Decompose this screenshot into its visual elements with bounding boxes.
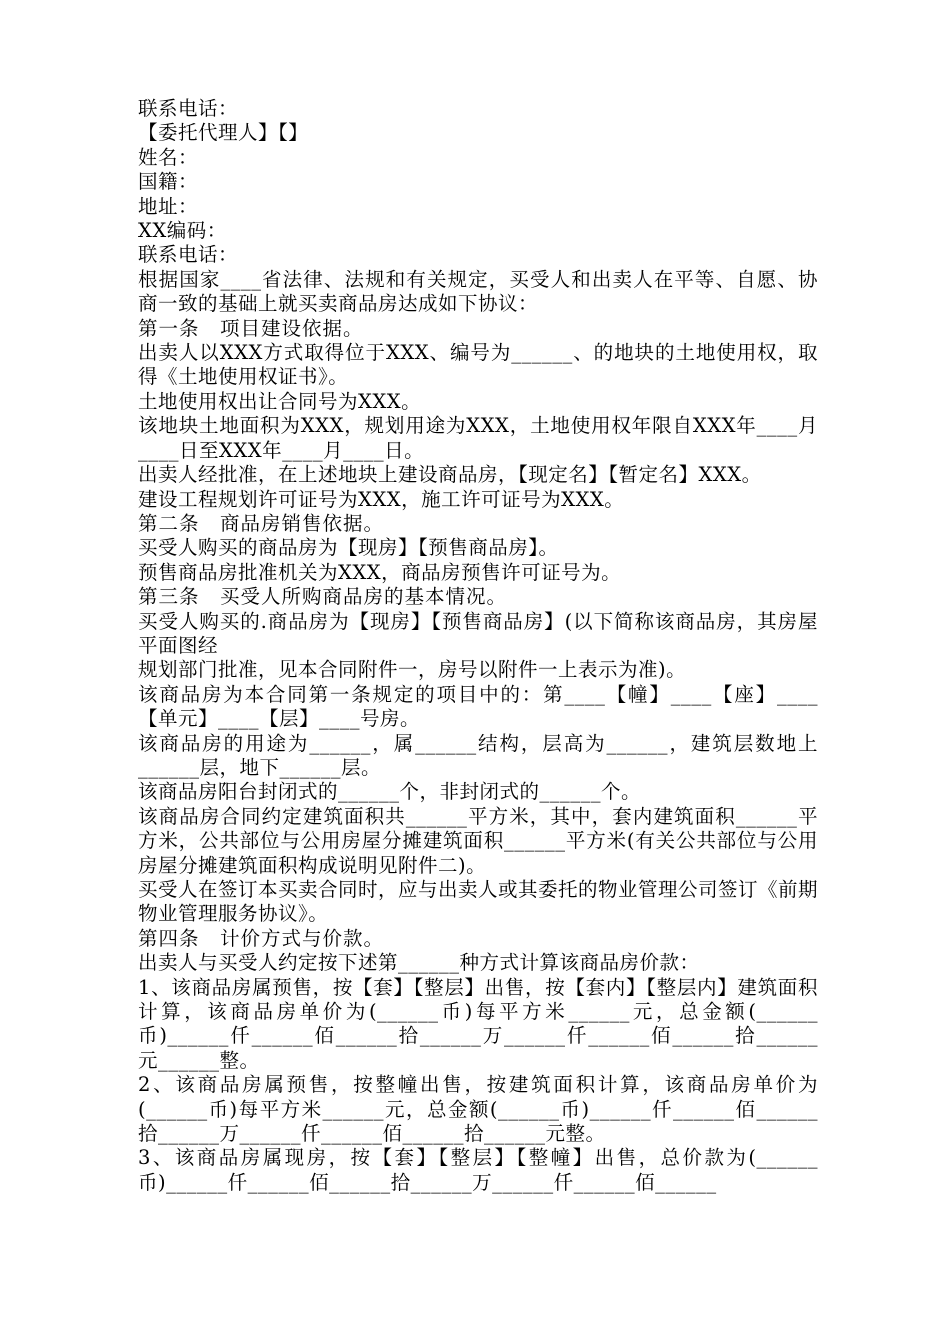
balcony-paragraph: 该商品房阳台封闭式的______个，非封闭式的______个。 [138, 780, 642, 804]
house-type-paragraph: 买受人购买的商品房为【现房】【预售商品房】。 [138, 536, 559, 560]
pricing-option-3: 3、该商品房属现房，按【套】【整层】【整幢】出售，总价款为(______币)______仟______佰______拾______万______仟______佰______ [138, 1146, 818, 1194]
document-body [138, 97, 818, 1195]
preamble-paragraph: 根据国家____省法律、法规和有关规定，买受人和出卖人在平等、自愿、协商一致的基础上就买卖商品房达成如下协议： [138, 267, 818, 316]
postcode-label: XX编码： [138, 219, 227, 243]
nationality-label: 国籍： [138, 170, 199, 194]
article-3-heading: 第三条 买受人所购商品房的基本情况。 [138, 585, 508, 609]
contact-phone-label: 联系电话： [138, 97, 239, 120]
land-area-paragraph: 该地块土地面积为XXX，规划用途为XXX，土地使用权年限自XXX年____月____日至XXX年____月____日。 [138, 414, 818, 462]
address-label: 地址： [138, 194, 199, 218]
project-name-paragraph: 出卖人经批准，在上述地块上建设商品房，【现定名】【暂定名】XXX。 [138, 463, 762, 487]
land-rights-paragraph: 出卖人以XXX方式取得位于XXX、编号为______、的地块的土地使用权，取得《土地使用权证书》。 [138, 341, 818, 389]
unit-location-paragraph: 该商品房为本合同第一条规定的项目中的：第____【幢】____【座】____【单元】____【层】____号房。 [138, 682, 818, 731]
usage-structure-paragraph: 该商品房的用途为______，属______结构，层高为______，建筑层数地上______层，地下______层。 [138, 731, 818, 779]
land-contract-paragraph: 土地使用权出让合同号为XXX。 [138, 389, 422, 413]
floor-area-paragraph: 该商品房合同约定建筑面积共______平方米，其中，套内建筑面积______平方米，公共部位与公用房屋分摊建筑面积______平方米(有关公共部位与公用房屋分摊建筑面积构成说明见附件二)。 [138, 804, 818, 877]
pricing-method-paragraph: 出卖人与买受人约定按下述第______种方式计算该商品房价款： [138, 951, 700, 975]
pricing-option-2: 2、该商品房属预售，按整幢出售，按建筑面积计算，该商品房单价为(______币)每平方米______元，总金额(______币)______仟______佰______拾______万______仟______佰______拾______元整。 [138, 1073, 818, 1146]
permit-paragraph: 建设工程规划许可证号为XXX，施工许可证号为XXX。 [138, 487, 625, 511]
article-1-heading: 第一条 项目建设依据。 [138, 316, 364, 340]
house-desc-paragraph: 买受人购买的.商品房为【现房】【预售商品房】(以下简称该商品房，其房屋平面图经 [138, 609, 818, 657]
article-4-heading: 第四条 计价方式与价款。 [138, 926, 385, 950]
name-label: 姓名： [138, 145, 199, 169]
planning-approval-paragraph: 规划部门批准，见本合同附件一，房号以附件一上表示为准)。 [138, 658, 687, 682]
property-mgmt-paragraph: 买受人在签订本买卖合同时，应与出卖人或其委托的物业管理公司签订《前期物业管理服务协议》。 [138, 878, 819, 926]
pricing-option-1: 1、该商品房属预售，按【套】【整层】出售，按【套内】【整层内】建筑面积计算，该商品房单价为(______币)每平方米______元，总金额(______币)______仟______佰______拾______万______仟______佰______拾______元______整。 [138, 975, 818, 1072]
contact-phone-label-2: 联系电话： [138, 243, 239, 267]
article-2-heading: 第二条 商品房销售依据。 [138, 511, 385, 535]
presale-permit-paragraph: 预售商品房批准机关为XXX，商品房预售许可证号为。 [138, 560, 622, 584]
agent-heading: 【委托代理人】【】 [138, 121, 309, 145]
